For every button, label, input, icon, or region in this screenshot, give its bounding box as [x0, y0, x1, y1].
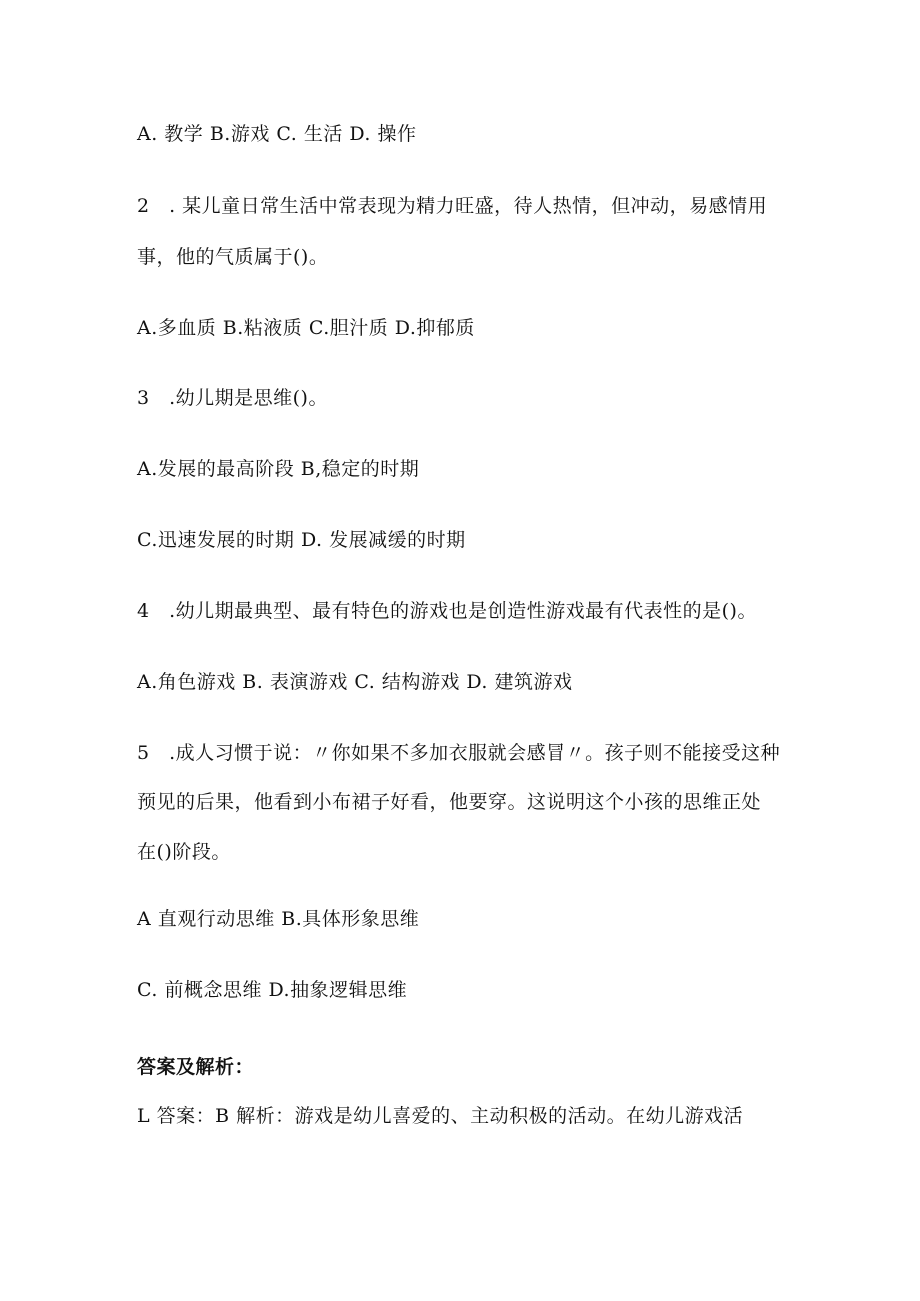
q4-options: A.角色游戏 B. 表演游戏 C. 结构游戏 D. 建筑游戏	[137, 671, 573, 693]
q2-options: A.多血质 B.粘液质 C.胆汁质 D.抑郁质	[137, 317, 475, 339]
q2-question-line-2: 事，他的气质属于()。	[137, 246, 329, 268]
q3-question: 3 .幼儿期是思维()。	[137, 387, 328, 409]
q5-question-line-3: 在()阶段。	[137, 841, 231, 863]
answer-1-line-1: L 答案：B 解析：游戏是幼儿喜爱的、主动积极的活动。在幼儿游戏活	[137, 1105, 744, 1127]
q5-options-line-2: C. 前概念思维 D.抽象逻辑思维	[137, 979, 408, 1001]
q1-options: A. 教学 B.游戏 C. 生活 D. 操作	[137, 123, 417, 145]
q3-options-line-1: A.发展的最高阶段 B,稳定的时期	[137, 458, 420, 480]
q5-question-line-1: 5 .成人习惯于说：〃你如果不多加衣服就会感冒〃。孩子则不能接受这种	[137, 742, 781, 764]
q3-options-line-2: C.迅速发展的时期 D. 发展减缓的时期	[137, 529, 466, 551]
q5-question-line-2: 预见的后果，他看到小布裙子好看，他要穿。这说明这个小孩的思维正处	[137, 791, 762, 813]
answers-heading: 答案及解析：	[137, 1056, 255, 1078]
q4-question: 4 .幼儿期最典型、最有特色的游戏也是创造性游戏最有代表性的是()。	[137, 600, 757, 622]
q2-question-line-1: 2 . 某儿童日常生活中常表现为精力旺盛，待人热情，但冲动，易感情用	[137, 195, 768, 217]
q5-options-line-1: A 直观行动思维 B.具体形象思维	[137, 908, 420, 930]
